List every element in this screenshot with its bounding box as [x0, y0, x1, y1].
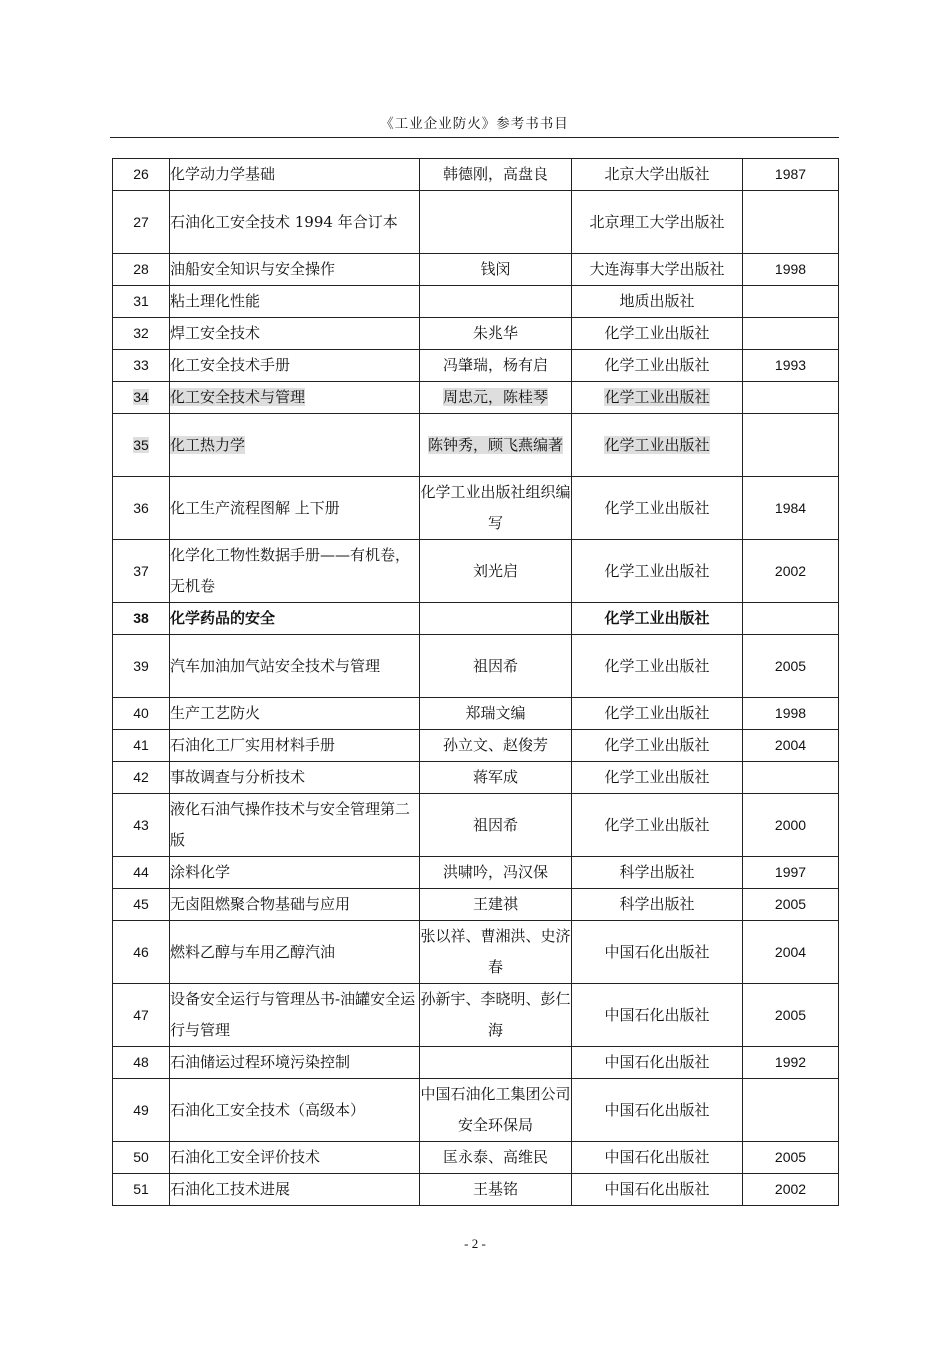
row-number: 44	[133, 864, 149, 880]
book-title-cell	[170, 1047, 420, 1079]
row-number: 39	[133, 657, 149, 674]
book-title-cell	[170, 286, 420, 318]
table-row	[113, 286, 839, 318]
row-number: 37	[133, 562, 149, 579]
book-author: 孙立文、赵俊芳	[442, 736, 548, 754]
row-number: 43	[133, 816, 149, 833]
book-author-cell	[420, 1079, 572, 1142]
book-author-cell	[420, 477, 572, 540]
book-year-cell	[743, 414, 839, 477]
book-publisher: 化学工业出版社	[604, 609, 710, 627]
book-author: 中国石油化工集团公司安全环保局	[420, 1085, 571, 1134]
row-number-cell	[113, 1142, 170, 1174]
row-number: 35	[133, 436, 149, 453]
book-title: 汽车加油加气站安全技术与管理	[170, 656, 381, 675]
book-year-cell	[743, 1142, 839, 1174]
book-author-cell	[420, 382, 572, 414]
book-publisher-cell	[572, 603, 743, 635]
row-number: 38	[133, 610, 149, 626]
row-number: 31	[133, 293, 149, 309]
row-number-cell	[113, 540, 170, 603]
book-title: 设备安全运行与管理丛书-油罐安全运行与管理	[170, 990, 416, 1039]
table-row	[113, 730, 839, 762]
book-author-cell	[420, 318, 572, 350]
book-year: 1992	[774, 1054, 807, 1070]
book-author-cell	[420, 254, 572, 286]
book-publisher: 大连海事大学出版社	[589, 260, 725, 278]
row-number-cell	[113, 191, 170, 254]
book-year-cell	[743, 286, 839, 318]
book-year-cell	[743, 794, 839, 857]
book-year: 2002	[774, 562, 807, 579]
book-title-cell	[170, 477, 420, 540]
book-year: 1984	[774, 499, 807, 516]
row-number: 49	[133, 1101, 149, 1118]
row-number-cell	[113, 603, 170, 635]
book-title: 石油化工安全技术（高级本）	[170, 1100, 366, 1119]
book-title-cell	[170, 1142, 420, 1174]
book-publisher-cell	[572, 635, 743, 698]
book-title: 石油化工安全评价技术	[170, 1148, 321, 1166]
book-title: 化学动力学基础	[170, 165, 276, 183]
book-author: 孙新宇、李晓明、彭仁海	[420, 990, 571, 1039]
book-year: 2002	[774, 1181, 807, 1197]
book-title-cell	[170, 1174, 420, 1206]
book-title: 生产工艺防火	[170, 704, 261, 722]
table-row	[113, 794, 839, 857]
book-author-cell	[420, 191, 572, 254]
book-year: 2005	[774, 1149, 807, 1165]
book-author: 王建祺	[472, 895, 518, 913]
row-number-cell	[113, 762, 170, 794]
table-row	[113, 159, 839, 191]
book-title: 化工安全技术与管理	[170, 388, 306, 406]
book-publisher-cell	[572, 159, 743, 191]
row-number-cell	[113, 857, 170, 889]
book-title: 燃料乙醇与车用乙醇汽油	[170, 942, 336, 961]
row-number: 33	[133, 357, 149, 373]
book-title-cell	[170, 762, 420, 794]
row-number-cell	[113, 414, 170, 477]
row-number: 50	[133, 1149, 149, 1165]
book-year-cell	[743, 889, 839, 921]
table-row	[113, 857, 839, 889]
row-number-cell	[113, 730, 170, 762]
book-title-cell	[170, 794, 420, 857]
book-publisher: 北京理工大学出版社	[589, 212, 725, 231]
book-title-cell	[170, 889, 420, 921]
book-author: 洪啸吟，冯汉保	[442, 863, 548, 881]
book-author: 陈钟秀，顾飞燕编著	[427, 435, 563, 454]
book-publisher: 化学工业出版社	[604, 704, 710, 722]
book-publisher-cell	[572, 414, 743, 477]
book-author: 韩德刚，高盘良	[442, 165, 548, 183]
book-publisher: 科学出版社	[619, 863, 695, 881]
book-title: 粘土理化性能	[170, 292, 261, 310]
row-number-cell	[113, 477, 170, 540]
row-number-cell	[113, 159, 170, 191]
book-author-cell	[420, 414, 572, 477]
book-publisher-cell	[572, 286, 743, 318]
book-author: 化学工业出版社组织编写	[420, 483, 571, 532]
book-title-cell	[170, 350, 420, 382]
row-number: 51	[133, 1181, 149, 1197]
row-number: 42	[133, 769, 149, 785]
book-author: 祖因希	[472, 815, 518, 834]
row-number-cell	[113, 1174, 170, 1206]
book-year: 2000	[774, 816, 807, 833]
book-publisher-cell	[572, 889, 743, 921]
book-publisher-cell	[572, 857, 743, 889]
book-publisher: 化学工业出版社	[604, 656, 710, 675]
book-publisher-cell	[572, 921, 743, 984]
book-publisher-cell	[572, 540, 743, 603]
book-title: 化工生产流程图解 上下册	[170, 498, 340, 517]
book-title: 液化石油气操作技术与安全管理第二版	[170, 800, 411, 849]
book-title-cell	[170, 730, 420, 762]
book-title: 石油化工安全技术 1994 年合订本	[170, 212, 398, 231]
book-year: 1998	[774, 261, 807, 277]
row-number-cell	[113, 254, 170, 286]
table-row	[113, 698, 839, 730]
book-publisher: 北京大学出版社	[604, 165, 710, 183]
book-year-cell	[743, 540, 839, 603]
row-number-cell	[113, 286, 170, 318]
row-number: 46	[133, 943, 149, 960]
book-title-cell	[170, 635, 420, 698]
book-year: 1993	[774, 357, 807, 373]
header-divider	[110, 137, 839, 138]
book-year: 2005	[774, 896, 807, 912]
row-number-cell	[113, 635, 170, 698]
book-publisher: 地质出版社	[619, 292, 695, 310]
book-publisher-cell	[572, 1142, 743, 1174]
book-author: 周忠元，陈桂琴	[442, 388, 548, 406]
book-author: 蒋军成	[472, 768, 518, 786]
book-year-cell	[743, 984, 839, 1047]
book-author-cell	[420, 857, 572, 889]
row-number-cell	[113, 698, 170, 730]
book-publisher-cell	[572, 477, 743, 540]
book-author-cell	[420, 762, 572, 794]
book-title-cell	[170, 382, 420, 414]
book-publisher: 化学工业出版社	[604, 435, 710, 454]
book-publisher: 中国石化出版社	[604, 1180, 710, 1198]
book-year-cell	[743, 382, 839, 414]
book-title: 无卤阻燃聚合物基础与应用	[170, 895, 351, 913]
table-row	[113, 603, 839, 635]
table-row	[113, 1079, 839, 1142]
book-list-table	[112, 158, 839, 1206]
row-number-cell	[113, 1047, 170, 1079]
table-row	[113, 414, 839, 477]
book-year-cell	[743, 254, 839, 286]
book-publisher-cell	[572, 1047, 743, 1079]
book-publisher-cell	[572, 382, 743, 414]
book-year-cell	[743, 921, 839, 984]
book-author-cell	[420, 889, 572, 921]
book-title-cell	[170, 1079, 420, 1142]
book-publisher-cell	[572, 698, 743, 730]
book-title: 石油储运过程环境污染控制	[170, 1053, 351, 1071]
book-author-cell	[420, 350, 572, 382]
table-row	[113, 540, 839, 603]
book-author-cell	[420, 1142, 572, 1174]
table-row	[113, 1174, 839, 1206]
book-publisher: 中国石化出版社	[604, 1148, 710, 1166]
book-title-cell	[170, 254, 420, 286]
book-publisher: 化学工业出版社	[604, 356, 710, 374]
row-number-cell	[113, 382, 170, 414]
book-author: 王基铭	[472, 1180, 518, 1198]
book-title: 油船安全知识与安全操作	[170, 260, 336, 278]
row-number: 48	[133, 1054, 149, 1070]
book-publisher: 化学工业出版社	[604, 324, 710, 342]
book-title-cell	[170, 603, 420, 635]
table-row	[113, 984, 839, 1047]
row-number: 34	[133, 389, 149, 405]
book-publisher-cell	[572, 254, 743, 286]
book-author-cell	[420, 1047, 572, 1079]
row-number-cell	[113, 794, 170, 857]
book-year-cell	[743, 191, 839, 254]
book-year-cell	[743, 1079, 839, 1142]
book-author: 郑瑞文编	[465, 704, 526, 722]
book-title-cell	[170, 318, 420, 350]
table-row	[113, 350, 839, 382]
book-year-cell	[743, 159, 839, 191]
row-number: 36	[133, 499, 149, 516]
book-year-cell	[743, 603, 839, 635]
book-year-cell	[743, 635, 839, 698]
book-title-cell	[170, 698, 420, 730]
book-publisher-cell	[572, 1174, 743, 1206]
book-publisher: 化学工业出版社	[604, 561, 710, 580]
book-year-cell	[743, 318, 839, 350]
table-row	[113, 1047, 839, 1079]
book-year: 1998	[774, 705, 807, 721]
book-publisher: 化学工业出版社	[604, 388, 710, 406]
book-title: 事故调查与分析技术	[170, 768, 306, 786]
book-publisher: 中国石化出版社	[604, 1053, 710, 1071]
book-year-cell	[743, 730, 839, 762]
row-number: 40	[133, 705, 149, 721]
book-year-cell	[743, 698, 839, 730]
book-publisher: 化学工业出版社	[604, 498, 710, 517]
book-author: 冯肇瑞，杨有启	[442, 356, 548, 374]
book-title: 焊工安全技术	[170, 324, 261, 342]
book-title-cell	[170, 857, 420, 889]
book-title-cell	[170, 540, 420, 603]
book-author: 钱闵	[480, 260, 511, 278]
book-publisher-cell	[572, 730, 743, 762]
page-number: - 2 -	[464, 1236, 486, 1251]
book-author-cell	[420, 921, 572, 984]
book-publisher: 化学工业出版社	[604, 815, 710, 834]
book-publisher-cell	[572, 350, 743, 382]
table-row	[113, 889, 839, 921]
book-year: 2005	[774, 1006, 807, 1023]
book-year-cell	[743, 1174, 839, 1206]
book-author-cell	[420, 635, 572, 698]
book-title: 化学药品的安全	[170, 609, 276, 627]
row-number: 47	[133, 1006, 149, 1023]
table-row	[113, 477, 839, 540]
book-year: 1987	[774, 166, 807, 182]
book-author-cell	[420, 730, 572, 762]
row-number-cell	[113, 318, 170, 350]
book-year: 2004	[774, 737, 807, 753]
book-author: 朱兆华	[472, 324, 518, 342]
book-author: 刘光启	[472, 561, 518, 580]
row-number: 28	[133, 261, 149, 277]
table-row	[113, 191, 839, 254]
book-author-cell	[420, 984, 572, 1047]
book-author-cell	[420, 540, 572, 603]
book-title: 化工安全技术手册	[170, 356, 291, 374]
book-author: 张以祥、曹湘洪、史济春	[420, 927, 571, 976]
book-author-cell	[420, 159, 572, 191]
book-author-cell	[420, 1174, 572, 1206]
book-publisher-cell	[572, 762, 743, 794]
book-title: 涂料化学	[170, 863, 231, 881]
book-year-cell	[743, 857, 839, 889]
book-author-cell	[420, 286, 572, 318]
book-publisher: 中国石化出版社	[604, 942, 710, 961]
book-year-cell	[743, 350, 839, 382]
table-row	[113, 635, 839, 698]
book-author-cell	[420, 603, 572, 635]
table-row	[113, 382, 839, 414]
book-publisher-cell	[572, 318, 743, 350]
book-author: 祖因希	[472, 656, 518, 675]
book-year: 2004	[774, 943, 807, 960]
book-publisher: 中国石化出版社	[604, 1005, 710, 1024]
row-number: 26	[133, 166, 149, 182]
book-title-cell	[170, 984, 420, 1047]
row-number: 45	[133, 896, 149, 912]
book-title: 石油化工技术进展	[170, 1180, 291, 1198]
book-author: 匡永泰、高维民	[442, 1148, 548, 1166]
row-number: 41	[133, 737, 149, 753]
book-publisher-cell	[572, 984, 743, 1047]
book-author-cell	[420, 698, 572, 730]
book-list-body	[113, 159, 839, 1206]
book-publisher-cell	[572, 191, 743, 254]
book-publisher: 化学工业出版社	[604, 768, 710, 786]
book-year: 1997	[774, 864, 807, 880]
book-author-cell	[420, 794, 572, 857]
book-title-cell	[170, 414, 420, 477]
book-publisher-cell	[572, 794, 743, 857]
book-year-cell	[743, 762, 839, 794]
book-title-cell	[170, 921, 420, 984]
table-row	[113, 318, 839, 350]
table-row	[113, 254, 839, 286]
book-title-cell	[170, 159, 420, 191]
book-year-cell	[743, 1047, 839, 1079]
page-header-title: 《工业企业防火》参考书书目	[380, 116, 569, 132]
table-row	[113, 1142, 839, 1174]
row-number: 32	[133, 325, 149, 341]
book-title-cell	[170, 191, 420, 254]
table-row	[113, 762, 839, 794]
book-publisher: 科学出版社	[619, 895, 695, 913]
book-year: 2005	[774, 657, 807, 674]
row-number-cell	[113, 921, 170, 984]
row-number-cell	[113, 889, 170, 921]
row-number-cell	[113, 350, 170, 382]
book-title: 石油化工厂实用材料手册	[170, 736, 336, 754]
row-number: 27	[133, 213, 149, 230]
book-publisher: 中国石化出版社	[604, 1100, 710, 1119]
book-publisher-cell	[572, 1079, 743, 1142]
book-year-cell	[743, 477, 839, 540]
row-number-cell	[113, 984, 170, 1047]
book-publisher: 化学工业出版社	[604, 736, 710, 754]
table-row	[113, 921, 839, 984]
row-number-cell	[113, 1079, 170, 1142]
book-title: 化工热力学	[170, 435, 246, 454]
book-title: 化学化工物性数据手册——有机卷，无机卷	[170, 546, 411, 595]
